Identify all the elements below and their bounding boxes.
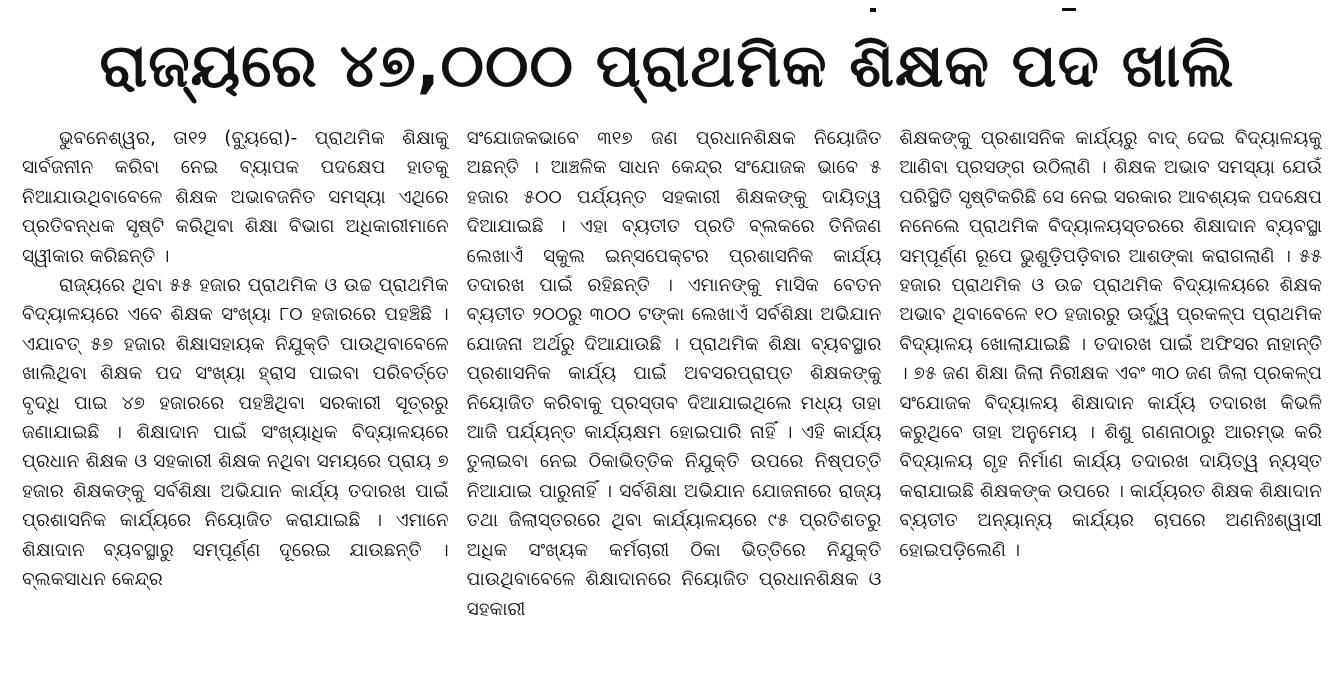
top-edge-mark bbox=[1062, 8, 1076, 11]
article-paragraph: ରାଜ୍ୟରେ ଥିବା ୫୫ ହଜାର ପ୍ରାଥମିକ ଓ ଉଚ୍ଚ ପ୍ରାଥମିକ ବିଦ୍ୟାଳୟରେ ଏବେ ଶିକ୍ଷକ ସଂଖ୍ୟା ୮୦ ହଜାରରେ ପହଞ୍ଚିଛି । ଏଯାବତ୍ ୫୭ ହଜାର ଶିକ୍ଷାସହାୟକ ନିଯୁକ୍ତି ପାଉଥିବାବେଳେ ଖାଲିଥିବା ଶିକ୍ଷକ ପଦ ସଂଖ୍ୟା ହ୍ରାସ ପାଇବା ପରିବର୍ତ୍ତେ ବୃଦ୍ଧି ପାଇ ୪୭ ହଜାରରେ ପହଞ୍ଚିଥିବା ସରକାରୀ ସୂତ୍ରରୁ ଜଣାଯାଇଛି । ଶିକ୍ଷାଦାନ ପାଇଁ ସଂଖ୍ୟାଧିକ ବିଦ୍ୟାଳୟରେ ପ୍ରଧାନ ଶିକ୍ଷକ ଓ ସହକାରୀ ଶିକ୍ଷକ ନଥିବା ସମୟରେ ପ୍ରାୟ ୭ ହଜାର ଶିକ୍ଷକଙ୍କୁ ସର୍ବଶିକ୍ଷା ଅଭିଯାନ କାର୍ଯ୍ୟ ତଦାରଖ ପାଇଁ ପ୍ରଶାସନିକ କାର୍ଯ୍ୟରେ ନିୟୋଜିତ କରାଯାଇଛି । ଏମାନେ ଶିକ୍ଷାଦାନ ବ୍ୟବସ୍ଥାରୁ ସମ୍ପୂର୍ଣ୍ଣ ଦୂରେଇ ଯାଉଛନ୍ତି । ବ୍ଲକସାଧନ କେନ୍ଦ୍ର bbox=[22, 275, 449, 591]
article-column-3 bbox=[899, 124, 1322, 695]
headline: ରାଜ୍ୟରେ ୪୭,୦୦୦ ପ୍ରାଥମିକ ଶିକ୍ଷକ ପଦ ଖାଲି bbox=[99, 31, 1235, 101]
article-paragraph: ସଂଯୋଜକଭାବେ ୩୧୭ ଜଣ ପ୍ରଧାନଶିକ୍ଷକ ନିୟୋଜିତ ଅଛନ୍ତି । ଆଞ୍ଚଳିକ ସାଧନ କେନ୍ଦ୍ର ସଂଯୋଜକ ଭାବେ ୫ ହଜାର ୫୦୦ ପର୍ଯ୍ୟନ୍ତ ସହକାରୀ ଶିକ୍ଷକଙ୍କୁ ଦାୟିତ୍ୱ ଦିଆଯାଇଛି । ଏହା ବ୍ୟତୀତ ପ୍ରତି ବ୍ଲକରେ ତିନିଜଣ ଲେଖାଏଁ ସ୍କୁଲ ଇନ୍ସପେକ୍ଟର ପ୍ରଶାସନିକ କାର୍ଯ୍ୟ ତଦାରଖ ପାଇଁ ରହିଛନ୍ତି । ଏମାନଙ୍କୁ ମାସିକ ବେତନ ବ୍ୟତୀତ ୨୦୦ରୁ ୩୦୦ ଟଙ୍କା ଲେଖାଏଁ ସର୍ବଶିକ୍ଷା ଅଭିଯାନ ଯୋଜନା ଅର୍ଥରୁ ଦିଆଯାଉଛି । ପ୍ରାଥମିକ ଶିକ୍ଷା ବ୍ୟବସ୍ଥାର ପ୍ରଶାସନିକ କାର୍ଯ୍ୟ ପାଇଁ ଅବସରପ୍ରାପ୍ତ ଶିକ୍ଷକଙ୍କୁ ନିୟୋଜିତ କରିବାକୁ ପ୍ରସ୍ତାବ ଦିଆଯାଇଥିଲେ ମଧ୍ୟ ତାହା ଆଜି ପର୍ଯ୍ୟନ୍ତ କାର୍ଯ୍ୟକ୍ଷମ ହୋଇପାରି ନାହିଁ । ଏହି କାର୍ଯ୍ୟ ତୁଲାଇବା ନେଇ ଠିକାଭିତ୍ତିକ ନିଯୁକ୍ତି ଉପରେ ନିଷ୍ପତ୍ତି ନିଆଯାଇ ପାରୁନାହିଁ । ସର୍ବଶିକ୍ଷା ଅଭିଯାନ ଯୋଜନାରେ ରାଜ୍ୟ ତଥା ଜିଲାସ୍ତରରେ ଥିବା କାର୍ଯ୍ୟାଳୟରେ ୯୫ ପ୍ରତିଶତରୁ ଅଧିକ ସଂଖ୍ୟକ କର୍ମଚାରୀ ଠିକା ଭିତ୍ତିରେ ନିଯୁକ୍ତି ପାଉଥିବାବେଳେ ଶିକ୍ଷାଦାନରେ ନିୟୋଜିତ ପ୍ରଧାନଶିକ୍ଷକ ଓ ସହକାରୀ bbox=[466, 128, 882, 620]
top-edge-mark bbox=[870, 8, 876, 12]
article-column-2 bbox=[467, 124, 882, 695]
article-column-1 bbox=[22, 124, 449, 695]
article-paragraph: ଭୁବନେଶ୍ୱର, ତା୧୨ (ବ୍ୟୁରୋ)- ପ୍ରାଥମିକ ଶିକ୍ଷାକୁ ସାର୍ବଜନୀନ କରିବା ନେଇ ବ୍ୟାପକ ପଦକ୍ଷେପ ହାତକୁ ନିଆଯାଉଥିବାବେଳେ ଶିକ୍ଷକ ଅଭାବଜନିତ ସମସ୍ୟା ଏଥିରେ ପ୍ରତିବନ୍ଧକ ସୃଷ୍ଟି କରିଥିବା ଶିକ୍ଷା ବିଭାଗ ଅଧିକାରୀମାନେ ସ୍ୱୀକାର କରିଛନ୍ତି । bbox=[22, 128, 449, 267]
article-paragraph: ଶିକ୍ଷକଙ୍କୁ ପ୍ରଶାସନିକ କାର୍ଯ୍ୟରୁ ବାଦ୍ ଦେଇ ବିଦ୍ୟାଳୟକୁ ଆଣିବା ପ୍ରସଙ୍ଗ ଉଠିଲାଣି । ଶିକ୍ଷକ ଅଭାବ ସମସ୍ୟା ଯେଉଁ ପରିସ୍ଥିତି ସୃଷ୍ଟିକରିଛି ସେ ନେଇ ସରକାର ଆବଶ୍ୟକ ପଦକ୍ଷେପ ନନେଲେ ପ୍ରାଥମିକ ବିଦ୍ୟାଳୟସ୍ତରରେ ଶିକ୍ଷାଦାନ ବ୍ୟବସ୍ଥା ସମ୍ପୂର୍ଣ୍ଣ ରୂପେ ଭୁଶୁଡ଼ିପଡ଼ିବାର ଆଶଙ୍କା କରାଗଲାଣି । ୫୫ ହଜାର ପ୍ରାଥମିକ ଓ ଉଚ୍ଚ ପ୍ରାଥମିକ ବିଦ୍ୟାଳୟରେ ଶିକ୍ଷକ ଅଭାବ ଥିବାବେଳେ ୧୦ ହଜାରରୁ ଊର୍ଦ୍ଧ୍ୱ ପ୍ରକଳ୍ପ ପ୍ରାଥମିକ ବିଦ୍ୟାଳୟ ଖୋଲାଯାଇଛି । ତଦାରଖ ପାଇଁ ଅଫିସର ନାହାନ୍ତି । ୭୫ ଜଣ ଶିକ୍ଷା ଜିଲା ନିରୀକ୍ଷକ ଏବଂ ୩୦ ଜଣ ଜିଲା ପ୍ରକଳ୍ପ ସଂଯୋଜକ ବିଦ୍ୟାଳୟ ଶିକ୍ଷାଦାନ କାର୍ଯ୍ୟ ତଦାରଖ କିଭଳି କରୁଥିବେ ତାହା ଅନୁମେୟ । ଶିଶୁ ଗଣନାଠାରୁ ଆରମ୍ଭ କରି ବିଦ୍ୟାଳୟ ଗୃହ ନିର୍ମାଣ କାର୍ଯ୍ୟ ତଦାରଖ ଦାୟିତ୍ୱ ନ୍ୟସ୍ତ କରାଯାଇଛି ଶିକ୍ଷକଙ୍କ ଉପରେ । କାର୍ଯ୍ୟରତ ଶିକ୍ଷକ ଶିକ୍ଷାଦାନ ବ୍ୟତୀତ ଅନ୍ୟାନ୍ୟ କାର୍ଯ୍ୟର ଚାପରେ ଅଣନିଃଶ୍ୱାସୀ ହୋଇପଡ଼ିଲେଣି । bbox=[899, 128, 1322, 561]
article-body bbox=[22, 124, 1322, 695]
